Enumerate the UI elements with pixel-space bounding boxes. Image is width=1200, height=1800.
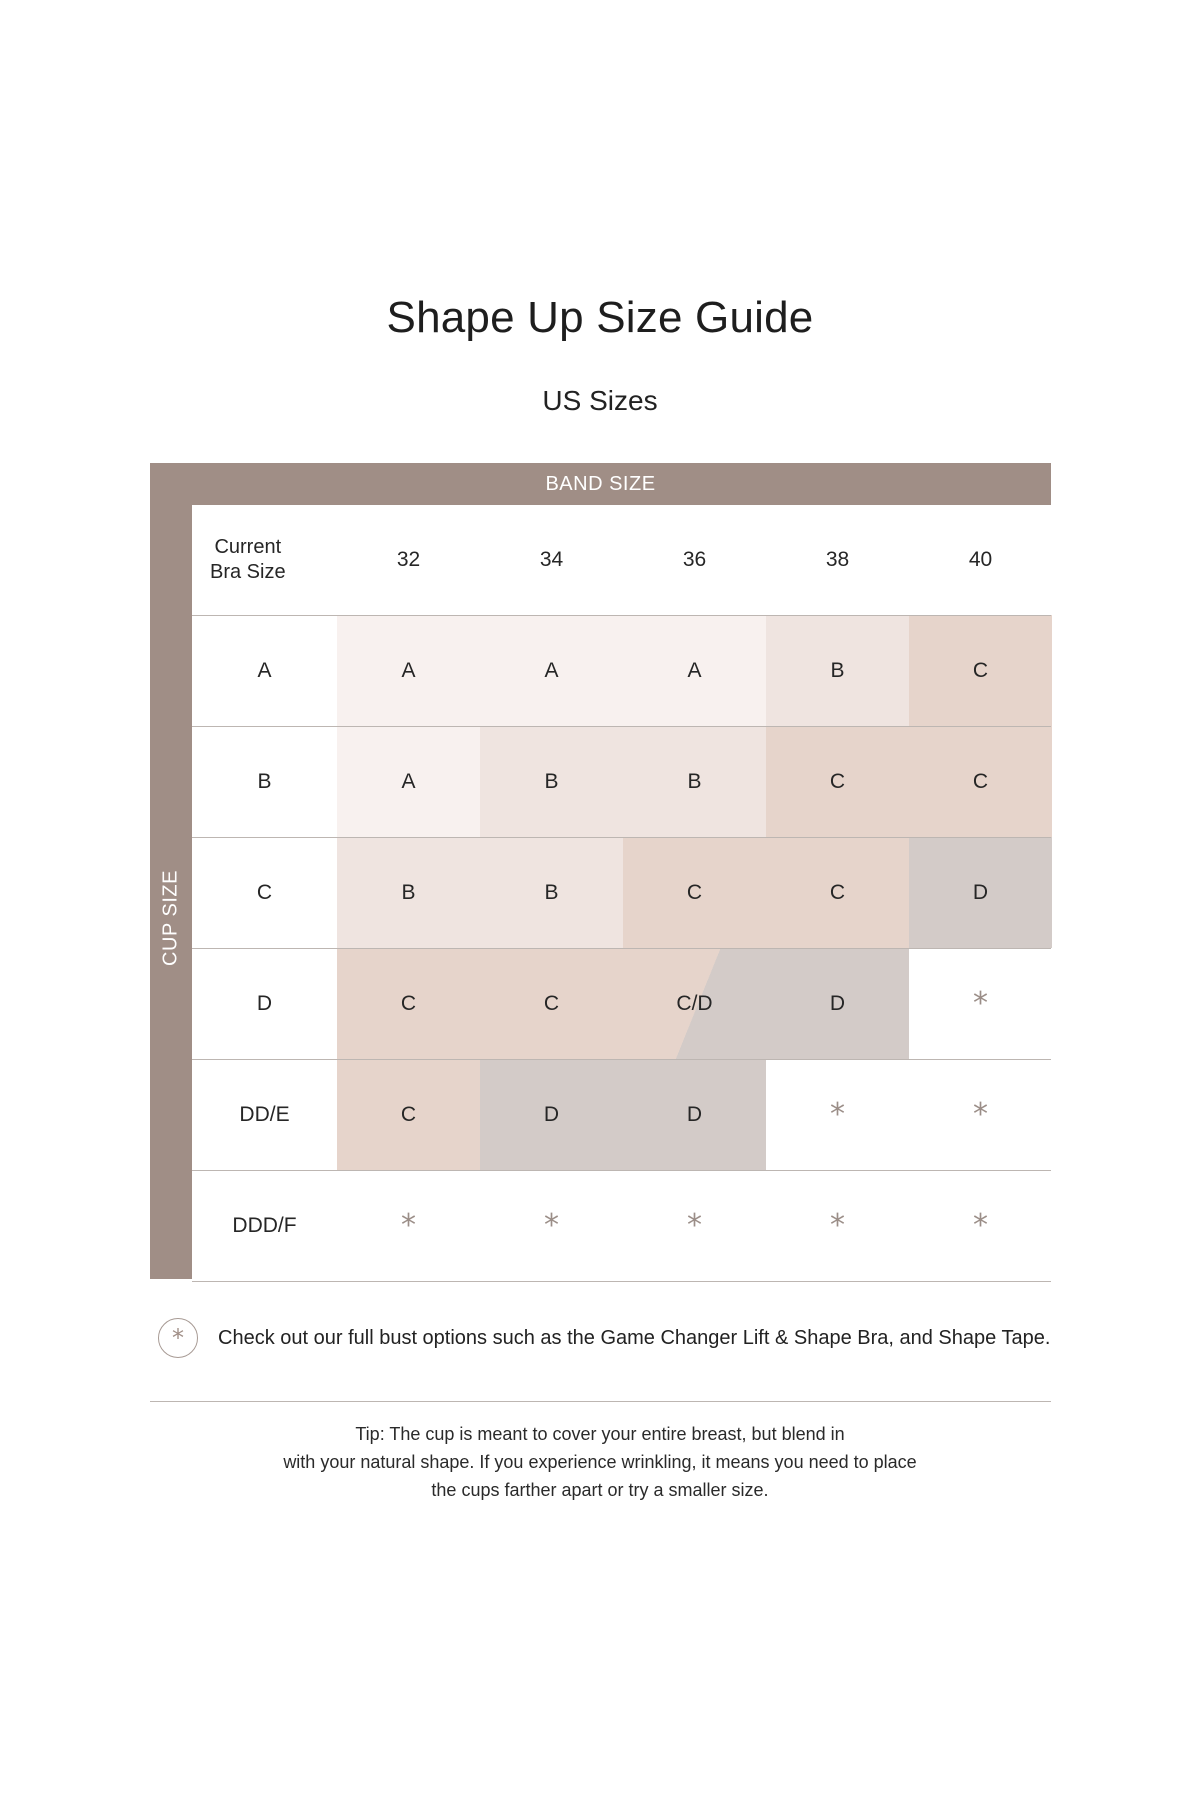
size-cell — [909, 948, 1052, 1059]
asterisk-icon: * — [830, 1208, 845, 1243]
page-title: Shape Up Size Guide — [386, 293, 814, 342]
asterisk-icon: * — [544, 1208, 559, 1243]
row-divider — [192, 726, 1051, 727]
size-cell: C — [909, 615, 1052, 726]
size-cell: D — [623, 1059, 766, 1170]
band-size-40: 40 — [909, 505, 1052, 615]
row-divider — [192, 1170, 1051, 1171]
size-cell — [337, 1170, 480, 1281]
size-cell — [766, 1059, 909, 1170]
size-cell: C — [766, 726, 909, 837]
size-cell: B — [337, 837, 480, 948]
asterisk-circle-icon: * — [158, 1318, 198, 1358]
cup-size-label: CUP SIZE — [159, 870, 182, 966]
row-divider — [192, 1281, 1051, 1282]
full-bust-note — [150, 1300, 1051, 1380]
asterisk-icon: * — [687, 1208, 702, 1243]
size-cell: C — [909, 726, 1052, 837]
size-cell — [909, 1170, 1052, 1281]
size-cell: B — [480, 837, 623, 948]
tip-line: Tip: The cup is meant to cover your entire breast, but blend in — [355, 1424, 845, 1444]
size-cell: D — [766, 948, 909, 1059]
band-size-36: 36 — [623, 505, 766, 615]
row-divider — [192, 948, 1051, 949]
row-divider — [192, 615, 1051, 616]
size-cell — [480, 1170, 623, 1281]
full-bust-note-text: Check out our full bust options such as the Game Changer Lift & Shape Bra, and Shape Tape. — [218, 1327, 1051, 1349]
tip-line: the cups farther apart or try a smaller size. — [431, 1480, 769, 1500]
size-cell: D — [909, 837, 1052, 948]
asterisk-icon: * — [401, 1208, 416, 1243]
size-cell: A — [480, 615, 623, 726]
size-cell: C — [766, 837, 909, 948]
size-cell: C — [337, 948, 480, 1059]
size-cell: B — [623, 726, 766, 837]
page-subtitle: US Sizes — [542, 385, 658, 416]
band-size-header: BAND SIZE — [150, 463, 1051, 505]
band-size-32: 32 — [337, 505, 480, 615]
current-bra-size-header — [192, 505, 337, 615]
size-cell: C — [623, 837, 766, 948]
asterisk-icon: * — [973, 986, 988, 1021]
size-cell: B — [766, 615, 909, 726]
cup-size-row-label: B — [192, 726, 337, 837]
size-cell: A — [337, 615, 480, 726]
current-bra-size-line: Bra Size — [210, 561, 286, 583]
asterisk-icon: * — [830, 1097, 845, 1132]
size-chart-grid — [192, 505, 1051, 1279]
cup-size-row-label: D — [192, 948, 337, 1059]
size-cell: B — [480, 726, 623, 837]
current-bra-size-line: Current — [214, 536, 282, 558]
size-cell: A — [623, 615, 766, 726]
size-cell: C — [480, 948, 623, 1059]
asterisk-icon: * — [973, 1097, 988, 1132]
cup-size-row-label: DDD/F — [192, 1170, 337, 1281]
size-cell: A — [337, 726, 480, 837]
size-cell — [766, 1170, 909, 1281]
row-divider — [192, 837, 1051, 838]
cup-size-row-label: A — [192, 615, 337, 726]
size-cell: C/D — [623, 948, 766, 1059]
row-divider — [192, 1059, 1051, 1060]
band-size-38: 38 — [766, 505, 909, 615]
size-cell — [623, 1170, 766, 1281]
current-bra-size-label — [210, 535, 286, 585]
size-cell: C — [337, 1059, 480, 1170]
note-divider — [150, 1401, 1051, 1402]
tip-line: with your natural shape. If you experience wrinkling, it means you need to place — [283, 1452, 917, 1472]
asterisk-icon: * — [973, 1208, 988, 1243]
band-size-34: 34 — [480, 505, 623, 615]
size-cell — [909, 1059, 1052, 1170]
size-cell: D — [480, 1059, 623, 1170]
cup-size-row-label: C — [192, 837, 337, 948]
cup-size-row-label: DD/E — [192, 1059, 337, 1170]
fit-tip — [0, 1420, 1200, 1504]
